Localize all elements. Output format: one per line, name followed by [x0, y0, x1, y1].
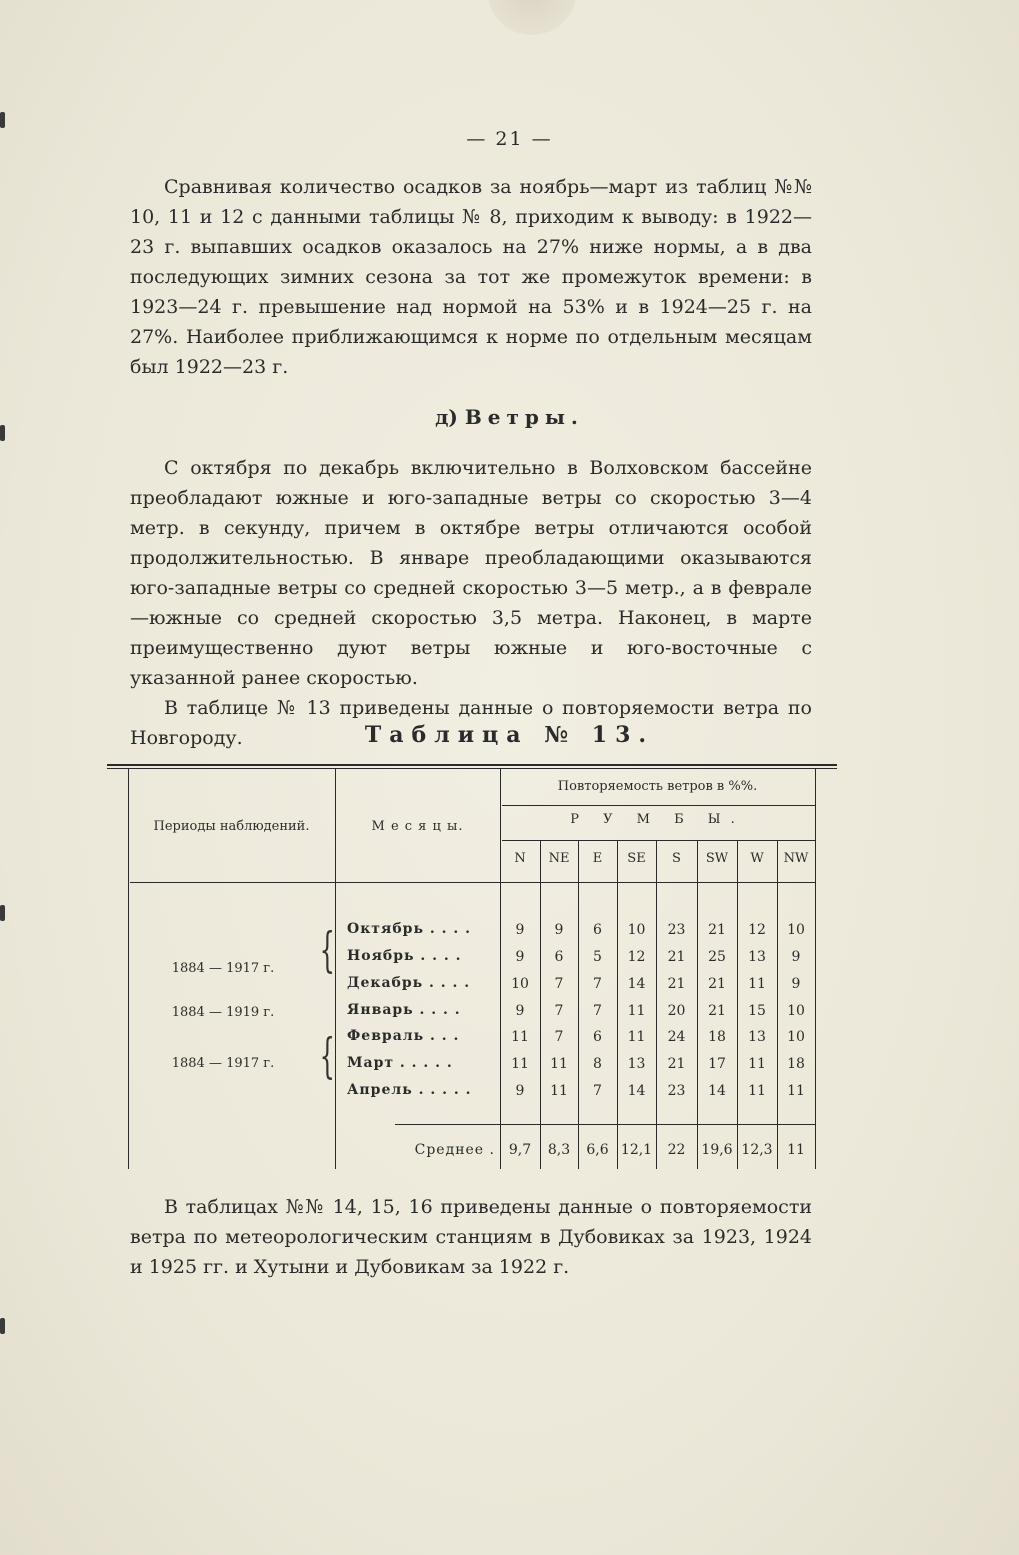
- table-cell: 11: [550, 1056, 568, 1072]
- period-label: 1884 — 1917 г.: [171, 1056, 275, 1071]
- period-label: 1884 — 1919 г.: [171, 1005, 275, 1020]
- brace-mark: {: [319, 1028, 335, 1084]
- direction-header: SW: [705, 851, 729, 866]
- table-cell: 11: [511, 1029, 529, 1045]
- table-cell: 6: [593, 1029, 602, 1045]
- month-label: Декабрь . . . .: [347, 975, 471, 991]
- table-cell: 7: [593, 1083, 602, 1099]
- table-cell: 9: [515, 922, 525, 938]
- average-rule: [395, 1124, 815, 1125]
- header-bottom-rule: [130, 882, 815, 883]
- month-label: Ноябрь . . . .: [347, 948, 462, 964]
- table-cell: 10: [787, 922, 805, 938]
- table-top-rule: [107, 768, 837, 769]
- table-cell: 11: [511, 1056, 529, 1072]
- table-cell: 11: [627, 1003, 646, 1019]
- direction-header: S: [672, 851, 681, 866]
- month-label: Март . . . . .: [347, 1055, 453, 1071]
- paragraph-text: В таблице № 13 приведены данные о повторяемости ветра по Новгороду.: [130, 697, 812, 749]
- table-cell: 7: [554, 976, 564, 992]
- direction-header: N: [514, 851, 526, 866]
- table-cell: 11: [627, 1029, 646, 1045]
- table-cell: 7: [593, 976, 602, 992]
- table-cell: 25: [708, 949, 726, 965]
- paragraph-text: В таблицах №№ 14, 15, 16 приведены данные о повторяемости ветра по метеорологическим станциям в Дубовиках за 1923, 1924 и 1925 гг. и Хутыни и Дубовикам за 1922 г.: [130, 1196, 812, 1278]
- table-cell: 18: [787, 1056, 805, 1072]
- table-cell: 13: [748, 949, 766, 965]
- table-cell: 6: [593, 922, 602, 938]
- header-periods: Периоды наблюдений.: [153, 819, 310, 834]
- table-cell: 11: [748, 1083, 766, 1099]
- header-months: М е с я ц ы.: [371, 819, 464, 834]
- direction-header: NE: [548, 851, 570, 866]
- table-cell: 20: [667, 1003, 686, 1019]
- table-cell: 9: [515, 1083, 525, 1099]
- table-cell: 11: [550, 1083, 568, 1099]
- section-letter: д): [435, 405, 458, 429]
- table-right-rule: [815, 769, 816, 1169]
- table-cell: 21: [708, 976, 726, 992]
- header-rumbs: Р У М Б Ы.: [570, 812, 745, 827]
- table-cell: 11: [748, 976, 766, 992]
- average-label: Среднее .: [414, 1142, 495, 1158]
- table-cell: 10: [627, 922, 646, 938]
- table-cell: 12: [627, 949, 646, 965]
- section-title: Ветры.: [464, 405, 584, 429]
- table-cell: 24: [667, 1029, 686, 1045]
- header-rule: [502, 840, 815, 841]
- table-cell: 23: [667, 922, 686, 938]
- table-cell: 7: [593, 1003, 602, 1019]
- header-rule: [502, 805, 815, 806]
- table-cell: 9: [554, 922, 564, 938]
- average-cell: 19,6: [701, 1142, 733, 1158]
- header-frequency: Повторяемость ветров в %%.: [557, 779, 758, 794]
- direction-header: NW: [783, 851, 809, 866]
- table-cell: 21: [708, 922, 726, 938]
- table-title: Таблица № 13.: [364, 722, 655, 748]
- average-cell: 22: [667, 1142, 686, 1158]
- paragraph-text: С октября по декабрь включительно в Волховском бассейне преобладают южные и юго-западные ветры со скоростью 3—4 метр. в секунду, причем в октябре ветры отличаются особой продолжительностью. В январе преобладающими оказываются юго-западные ветры со средней скоростью 3—5 метр., а в феврале—южные со средней скоростью 3,5 метра. Наконец, в марте преимущественно дуют ветры южные и юго-восточные с указанной ранее скоростью.: [130, 457, 812, 689]
- average-cell: 11: [787, 1142, 805, 1158]
- average-cell: 6,6: [586, 1142, 609, 1158]
- direction-header: W: [750, 851, 764, 866]
- table-cell: 14: [627, 1083, 646, 1099]
- table-cell: 13: [748, 1029, 766, 1045]
- average-cell: 9,7: [508, 1142, 532, 1158]
- table-cell: 12: [748, 922, 766, 938]
- brace-mark: {: [319, 922, 335, 978]
- page-number: — 21 —: [466, 128, 553, 150]
- table-cell: 14: [627, 976, 646, 992]
- table-cell: 5: [593, 949, 602, 965]
- table-cell: 21: [667, 976, 686, 992]
- table-cell: 9: [515, 949, 525, 965]
- column-rule: [500, 769, 501, 1169]
- direction-header: E: [592, 851, 603, 866]
- table-cell: 6: [554, 949, 564, 965]
- paragraph-next-tables: [130, 1192, 812, 1282]
- table-cell: 10: [787, 1029, 805, 1045]
- table-cell: 10: [787, 1003, 805, 1019]
- table-cell: 21: [667, 1056, 686, 1072]
- average-cell: 12,3: [741, 1142, 773, 1158]
- table-cell: 21: [708, 1003, 726, 1019]
- table-cell: 10: [511, 976, 529, 992]
- month-label: Апрель . . . . .: [347, 1082, 472, 1098]
- table-cell: 18: [708, 1029, 726, 1045]
- table-cell: 7: [554, 1029, 564, 1045]
- average-cell: 12,1: [620, 1142, 653, 1158]
- table-top-rule: [107, 764, 837, 766]
- period-label: 1884 — 1917 г.: [171, 961, 275, 976]
- table-cell: 9: [515, 1003, 525, 1019]
- table-cell: 15: [748, 1003, 766, 1019]
- table-cell: 11: [787, 1083, 805, 1099]
- table-cell: 9: [791, 976, 801, 992]
- table-cell: 7: [554, 1003, 564, 1019]
- month-label: Январь . . . .: [347, 1002, 461, 1018]
- table-cell: 14: [708, 1083, 726, 1099]
- table-cell: 21: [667, 949, 686, 965]
- paragraph-text: Сравнивая количество осадков за ноябрь—март из таблиц №№ 10, 11 и 12 с данными таблицы № 8, приходим к выводу: в 1922—23 г. выпавших осадков оказалось на 27% ниже нормы, а в два последующих зимних сезона за тот же промежуток времени: в 1923—24 г. превышение над нормой на 53% и в 1924—25 г. на 27%. Наиболее приближающимся к норме по отдельным месяцам был 1922—23 г.: [130, 176, 812, 378]
- table-cell: 9: [791, 949, 801, 965]
- direction-header: SE: [627, 851, 646, 866]
- table-cell: 13: [627, 1056, 646, 1072]
- table-cell: 23: [667, 1083, 686, 1099]
- table-cell: 17: [708, 1056, 726, 1072]
- table-cell: 8: [593, 1056, 602, 1072]
- average-cell: 8,3: [547, 1142, 571, 1158]
- table-cell: 11: [748, 1056, 766, 1072]
- month-label: Февраль . . .: [347, 1028, 460, 1044]
- month-label: Октябрь . . . .: [347, 921, 471, 937]
